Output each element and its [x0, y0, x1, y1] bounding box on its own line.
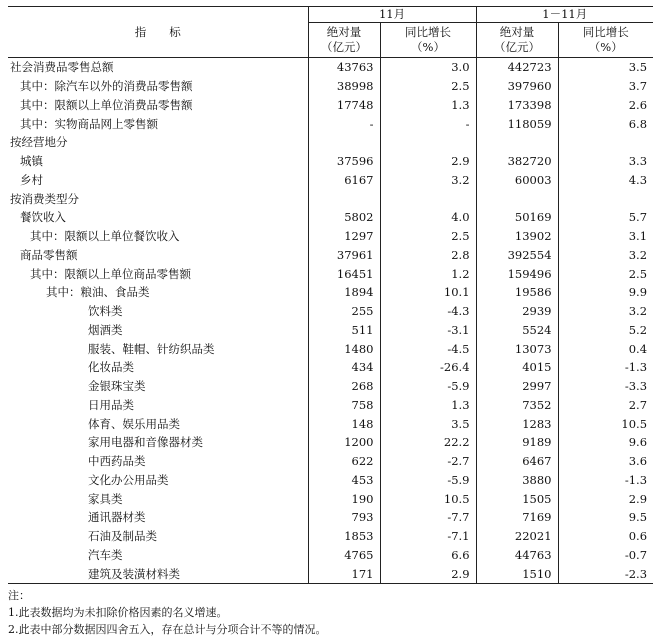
- row-indicator-label: 通讯器材类: [88, 510, 146, 525]
- row-indicator-label: 服装、鞋帽、针纺织品类: [88, 341, 215, 356]
- ytd-abs-cell: 44763: [476, 546, 558, 565]
- table-body: [8, 58, 653, 584]
- month-abs-cell: 758: [308, 396, 380, 415]
- month-abs-cell: 268: [308, 377, 380, 396]
- ytd-abs-header: [476, 23, 558, 58]
- ytd-growth-cell: 0.6: [558, 527, 653, 546]
- table-row: [8, 339, 653, 358]
- month-abs-cell: 1480: [308, 339, 380, 358]
- notes-title: 注：: [8, 589, 30, 602]
- month-abs-cell: [308, 133, 380, 152]
- month-growth-cell: 2.9: [380, 152, 476, 171]
- month-growth-cell: 6.6: [380, 546, 476, 565]
- row-indicator-label: 商品零售额: [20, 247, 78, 262]
- row-indicator-label: 金银珠宝类: [88, 379, 146, 394]
- ytd-abs-label: 绝对量: [499, 25, 535, 39]
- table-row: [8, 77, 653, 96]
- ytd-abs-cell: 13073: [476, 339, 558, 358]
- ytd-abs-cell: 1505: [476, 489, 558, 508]
- table-row: [8, 171, 653, 190]
- month-abs-cell: 171: [308, 564, 380, 583]
- ytd-abs-cell: 22021: [476, 527, 558, 546]
- month-growth-cell: -26.4: [380, 358, 476, 377]
- ytd-growth-cell: 3.2: [558, 246, 653, 265]
- ytd-abs-cell: 1283: [476, 414, 558, 433]
- month-growth-cell: 10.5: [380, 489, 476, 508]
- ytd-abs-cell: [476, 189, 558, 208]
- table-row: [8, 96, 653, 115]
- ytd-growth-cell: 0.4: [558, 339, 653, 358]
- row-indicator-label: 中西药品类: [88, 454, 146, 469]
- table-row: [8, 283, 653, 302]
- table-row: [8, 452, 653, 471]
- month-abs-cell: [308, 189, 380, 208]
- month-growth-label: 同比增长: [405, 25, 451, 39]
- month-growth-cell: -3.1: [380, 321, 476, 340]
- table-row: [8, 302, 653, 321]
- header-row-periods: [8, 7, 653, 23]
- row-indicator-label: 其中：实物商品网上零售额: [20, 116, 158, 131]
- month-period-header: 11月: [308, 7, 476, 23]
- month-growth-cell: -5.9: [380, 377, 476, 396]
- ytd-growth-cell: 5.7: [558, 208, 653, 227]
- row-indicator-label: 其中：限额以上单位商品零售额: [30, 266, 191, 281]
- month-abs-cell: 1853: [308, 527, 380, 546]
- month-growth-cell: 1.2: [380, 264, 476, 283]
- table-row: [8, 114, 653, 133]
- month-abs-cell: 793: [308, 508, 380, 527]
- ytd-growth-cell: 4.3: [558, 171, 653, 190]
- table-row: [8, 321, 653, 340]
- ytd-growth-cell: 3.7: [558, 77, 653, 96]
- ytd-abs-cell: 9189: [476, 433, 558, 452]
- table-row: [8, 489, 653, 508]
- table-row: [8, 208, 653, 227]
- row-indicator-label: 石油及制品类: [88, 529, 157, 544]
- row-indicator-label: 化妆品类: [88, 360, 134, 375]
- ytd-growth-cell: -3.3: [558, 377, 653, 396]
- row-indicator-label: 其中：限额以上单位餐饮收入: [30, 229, 180, 244]
- month-abs-cell: 453: [308, 471, 380, 490]
- table-row: [8, 58, 653, 77]
- month-abs-cell: 37961: [308, 246, 380, 265]
- table-row: [8, 433, 653, 452]
- month-growth-cell: 2.8: [380, 246, 476, 265]
- ytd-growth-header: [558, 23, 653, 58]
- row-indicator-label: 体育、娱乐用品类: [88, 416, 180, 431]
- month-abs-cell: 434: [308, 358, 380, 377]
- ytd-abs-cell: 173398: [476, 96, 558, 115]
- month-abs-cell: 16451: [308, 264, 380, 283]
- ytd-abs-cell: 382720: [476, 152, 558, 171]
- row-indicator-label: 城镇: [20, 154, 43, 169]
- ytd-growth-label: 同比增长: [582, 25, 629, 39]
- ytd-abs-cell: 50169: [476, 208, 558, 227]
- ytd-abs-cell: 442723: [476, 58, 558, 77]
- ytd-growth-cell: 5.2: [558, 321, 653, 340]
- month-growth-cell: -7.7: [380, 508, 476, 527]
- ytd-growth-cell: 3.5: [558, 58, 653, 77]
- row-indicator-label: 日用品类: [88, 397, 134, 412]
- row-indicator-label: 建筑及装潢材料类: [8, 564, 308, 583]
- table-row: [8, 546, 653, 565]
- month-growth-cell: 10.1: [380, 283, 476, 302]
- ytd-growth-cell: 3.1: [558, 227, 653, 246]
- ytd-abs-cell: 6467: [476, 452, 558, 471]
- month-growth-cell: -: [380, 114, 476, 133]
- row-indicator-label: 餐饮收入: [20, 210, 66, 225]
- month-growth-cell: 3.2: [380, 171, 476, 190]
- month-growth-cell: [380, 133, 476, 152]
- ytd-growth-cell: 9.5: [558, 508, 653, 527]
- ytd-abs-cell: 2997: [476, 377, 558, 396]
- month-abs-cell: 148: [308, 414, 380, 433]
- month-growth-cell: -4.3: [380, 302, 476, 321]
- ytd-abs-cell: 60003: [476, 171, 558, 190]
- month-growth-cell: 2.5: [380, 227, 476, 246]
- row-indicator-label: 汽车类: [88, 547, 123, 562]
- table-row: [8, 358, 653, 377]
- row-indicator-label: 饮料类: [88, 304, 123, 319]
- ytd-growth-cell: [558, 133, 653, 152]
- ytd-abs-cell: 118059: [476, 114, 558, 133]
- ytd-abs-cell: 2939: [476, 302, 558, 321]
- month-abs-cell: 1894: [308, 283, 380, 302]
- month-growth-unit: （%）: [411, 40, 445, 54]
- ytd-abs-cell: 1510: [476, 564, 558, 583]
- table-row: [8, 246, 653, 265]
- month-abs-cell: 1200: [308, 433, 380, 452]
- ytd-abs-cell: 159496: [476, 264, 558, 283]
- ytd-growth-cell: 2.9: [558, 489, 653, 508]
- month-abs-cell: 38998: [308, 77, 380, 96]
- ytd-abs-cell: 19586: [476, 283, 558, 302]
- ytd-abs-unit: （亿元）: [494, 40, 541, 54]
- table-row: [8, 227, 653, 246]
- ytd-growth-cell: 3.6: [558, 452, 653, 471]
- table-row: [8, 189, 653, 208]
- month-abs-cell: 511: [308, 321, 380, 340]
- ytd-growth-cell: [558, 189, 653, 208]
- indicator-header: 指 标: [8, 7, 308, 58]
- month-abs-cell: 43763: [308, 58, 380, 77]
- table-row: [8, 471, 653, 490]
- table-row: [8, 414, 653, 433]
- row-indicator-label: 按经营地分: [10, 135, 68, 150]
- row-indicator-label: 家用电器和音像器材类: [88, 435, 203, 450]
- ytd-growth-cell: -2.3: [558, 564, 653, 583]
- table-row: [8, 152, 653, 171]
- row-indicator-label: 社会消费品零售总额: [10, 60, 114, 75]
- note-line-1: 1.此表数据均为未扣除价格因素的名义增速。: [8, 606, 228, 619]
- row-indicator-label: 其中：粮油、食品类: [46, 285, 150, 300]
- ytd-abs-cell: 7352: [476, 396, 558, 415]
- month-growth-cell: 2.5: [380, 77, 476, 96]
- table-row: [8, 564, 653, 583]
- ytd-abs-cell: 13902: [476, 227, 558, 246]
- retail-sales-table-sheet: [8, 6, 653, 638]
- table-row: [8, 527, 653, 546]
- table-row: [8, 264, 653, 283]
- month-growth-cell: -5.9: [380, 471, 476, 490]
- month-growth-cell: 3.5: [380, 414, 476, 433]
- table-row: [8, 377, 653, 396]
- table-row: [8, 508, 653, 527]
- row-indicator-label: 文化办公用品类: [88, 472, 169, 487]
- month-abs-cell: -: [308, 114, 380, 133]
- row-indicator-label: 按消费类型分: [10, 191, 79, 206]
- month-growth-cell: 1.3: [380, 396, 476, 415]
- note-line-2: 2.此表中部分数据因四舍五入，存在总计与分项合计不等的情况。: [8, 623, 327, 636]
- month-abs-unit: （亿元）: [321, 40, 367, 54]
- month-abs-header: [308, 23, 380, 58]
- month-abs-cell: 622: [308, 452, 380, 471]
- month-growth-cell: 4.0: [380, 208, 476, 227]
- retail-sales-table: [8, 6, 653, 584]
- ytd-growth-cell: -1.3: [558, 358, 653, 377]
- month-abs-cell: 6167: [308, 171, 380, 190]
- ytd-growth-cell: 2.6: [558, 96, 653, 115]
- month-abs-cell: 37596: [308, 152, 380, 171]
- month-abs-cell: 4765: [308, 546, 380, 565]
- month-growth-cell: 22.2: [380, 433, 476, 452]
- ytd-abs-cell: 397960: [476, 77, 558, 96]
- ytd-growth-cell: -1.3: [558, 471, 653, 490]
- ytd-abs-cell: 5524: [476, 321, 558, 340]
- ytd-growth-cell: 3.2: [558, 302, 653, 321]
- month-growth-cell: 3.0: [380, 58, 476, 77]
- month-growth-cell: -7.1: [380, 527, 476, 546]
- ytd-abs-cell: [476, 133, 558, 152]
- ytd-abs-cell: 4015: [476, 358, 558, 377]
- row-indicator-label: 其中：除汽车以外的消费品零售额: [20, 79, 193, 94]
- ytd-growth-cell: 9.6: [558, 433, 653, 452]
- month-growth-cell: [380, 189, 476, 208]
- notes: [8, 587, 653, 638]
- ytd-growth-cell: 2.7: [558, 396, 653, 415]
- ytd-growth-cell: 3.3: [558, 152, 653, 171]
- ytd-growth-cell: 10.5: [558, 414, 653, 433]
- row-indicator-label: 家具类: [88, 491, 123, 506]
- ytd-growth-cell: 2.5: [558, 264, 653, 283]
- row-indicator-label: 其中：限额以上单位消费品零售额: [20, 97, 193, 112]
- table-row: [8, 396, 653, 415]
- month-growth-cell: 2.9: [380, 564, 476, 583]
- month-abs-cell: 17748: [308, 96, 380, 115]
- ytd-abs-cell: 7169: [476, 508, 558, 527]
- ytd-growth-cell: 9.9: [558, 283, 653, 302]
- ytd-abs-cell: 3880: [476, 471, 558, 490]
- month-abs-cell: 1297: [308, 227, 380, 246]
- table-row: [8, 133, 653, 152]
- ytd-growth-cell: 6.8: [558, 114, 653, 133]
- month-abs-cell: 255: [308, 302, 380, 321]
- month-growth-cell: -4.5: [380, 339, 476, 358]
- month-growth-cell: 1.3: [380, 96, 476, 115]
- ytd-period-header: 1－11月: [476, 7, 653, 23]
- month-abs-cell: 5802: [308, 208, 380, 227]
- month-growth-cell: -2.7: [380, 452, 476, 471]
- row-indicator-label: 烟酒类: [88, 322, 123, 337]
- month-abs-cell: 190: [308, 489, 380, 508]
- row-indicator-label: 乡村: [20, 172, 43, 187]
- month-growth-header: [380, 23, 476, 58]
- ytd-growth-unit: （%）: [588, 40, 623, 54]
- ytd-abs-cell: 392554: [476, 246, 558, 265]
- ytd-growth-cell: -0.7: [558, 546, 653, 565]
- month-abs-label: 绝对量: [326, 25, 362, 39]
